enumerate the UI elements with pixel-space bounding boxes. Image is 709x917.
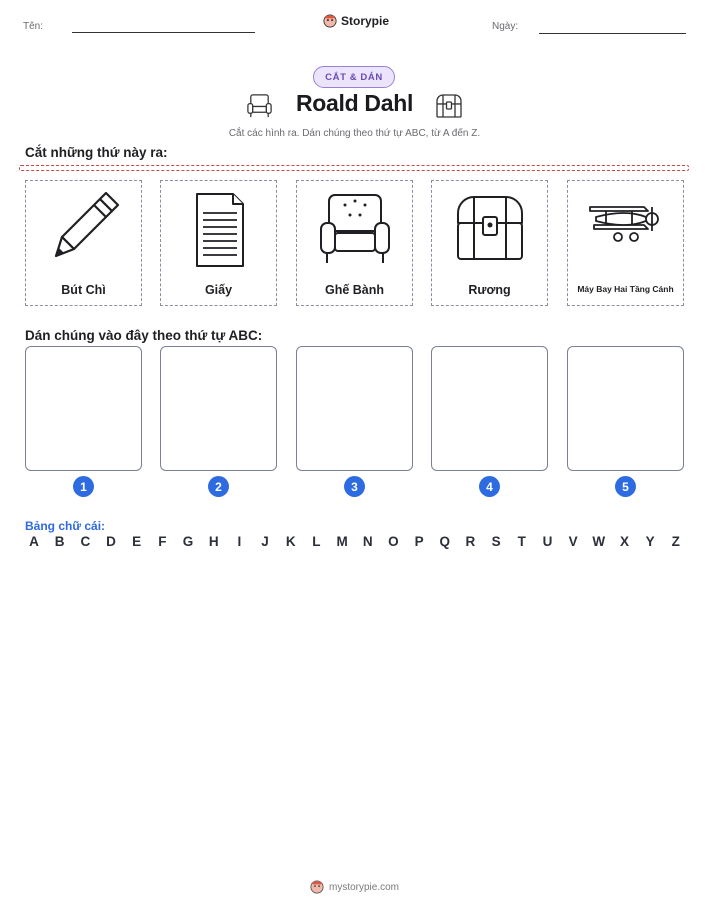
alphabet-letter: N: [362, 534, 373, 549]
alphabet-letter: E: [132, 534, 142, 549]
date-line[interactable]: [539, 33, 686, 34]
alphabet-letter: J: [261, 534, 269, 549]
alphabet-title: Bảng chữ cái:: [25, 519, 106, 533]
alphabet-letter: F: [158, 534, 167, 549]
storypie-logo-icon: [310, 880, 324, 894]
cutout-card-chest[interactable]: [431, 180, 548, 306]
number-badge: 5: [615, 476, 636, 497]
name-line[interactable]: [72, 32, 255, 33]
cutout-card-pencil[interactable]: [25, 180, 142, 306]
alphabet-letter: O: [388, 534, 399, 549]
cutout-card-paper[interactable]: [160, 180, 277, 306]
alphabet-letter: L: [312, 534, 321, 549]
alphabet-letter: Q: [439, 534, 450, 549]
number-badge: 3: [344, 476, 365, 497]
footer-url[interactable]: mystorypie.com: [328, 881, 399, 893]
cut-line: [19, 165, 689, 171]
alphabet-letter: D: [106, 534, 116, 549]
alphabet-letter: H: [208, 534, 219, 549]
treasure-chest-icon: [450, 189, 530, 269]
alphabet-letter: Z: [671, 534, 680, 549]
alphabet-letter: G: [182, 534, 194, 549]
alphabet-letter: W: [592, 534, 606, 549]
page-title: Roald Dahl: [295, 90, 414, 116]
number-badge: 1: [73, 476, 94, 497]
activity-badge: CẮT & DÁN: [313, 66, 395, 88]
paste-box-1[interactable]: [25, 346, 142, 471]
storypie-brand: [323, 14, 389, 28]
storypie-logo-icon: [323, 14, 337, 28]
card-label: Rương: [468, 283, 511, 297]
alphabet-row: [25, 534, 685, 549]
paper-icon: [179, 189, 259, 269]
card-label: Máy Bay Hai Tầng Cánh: [577, 284, 674, 294]
alphabet-letter: S: [491, 534, 501, 549]
alphabet-letter: A: [29, 534, 39, 549]
number-badge: 2: [208, 476, 229, 497]
alphabet-letter: B: [54, 534, 65, 549]
paste-box-4[interactable]: [431, 346, 548, 471]
footer: [0, 880, 709, 894]
biplane-icon: [586, 189, 666, 259]
alphabet-letter: U: [542, 534, 553, 549]
date-label: Ngày:: [492, 21, 519, 32]
alphabet-letter: I: [237, 534, 242, 549]
alphabet-letter: T: [517, 534, 526, 549]
alphabet-letter: Y: [645, 534, 655, 549]
alphabet-letter: P: [414, 534, 424, 549]
treasure-chest-icon: [434, 92, 464, 120]
armchair-icon: [315, 189, 395, 269]
alphabet-letter: K: [285, 534, 296, 549]
instructions: Cắt các hình ra. Dán chúng theo thứ tự ABC, từ A đến Z.: [228, 128, 481, 139]
alphabet-letter: V: [568, 534, 578, 549]
alphabet-letter: C: [80, 534, 91, 549]
card-label: Bút Chì: [61, 283, 106, 297]
card-label: Ghế Bành: [324, 283, 385, 297]
paste-heading: Dán chúng vào đây theo thứ tự ABC:: [25, 328, 263, 343]
alphabet-letter: R: [465, 534, 476, 549]
cutout-card-armchair[interactable]: [296, 180, 413, 306]
paste-box-2[interactable]: [160, 346, 277, 471]
name-label: Tên:: [23, 21, 44, 32]
paste-box-3[interactable]: [296, 346, 413, 471]
cut-heading: Cắt những thứ này ra:: [25, 145, 168, 160]
card-label: Giấy: [204, 283, 233, 297]
alphabet-letter: M: [336, 534, 348, 549]
pencil-icon: [44, 189, 124, 269]
brand-name: Storypie: [341, 14, 390, 28]
number-badge: 4: [479, 476, 500, 497]
paste-box-5[interactable]: [567, 346, 684, 471]
alphabet-letter: X: [619, 534, 629, 549]
cutout-card-biplane[interactable]: [567, 180, 684, 306]
